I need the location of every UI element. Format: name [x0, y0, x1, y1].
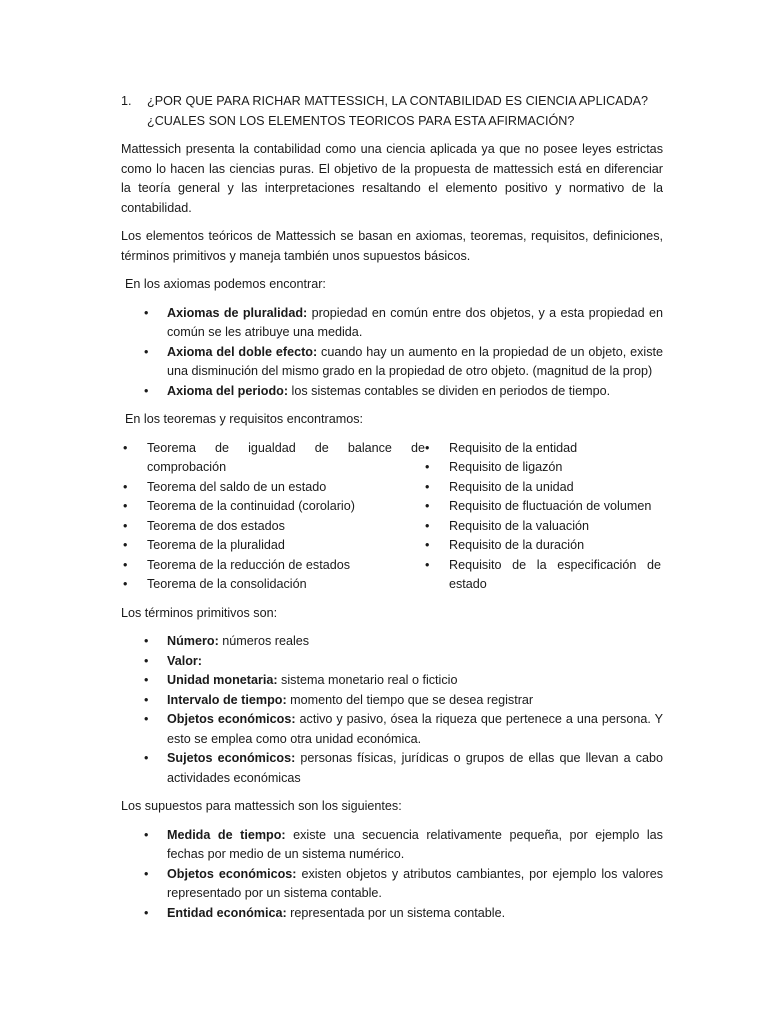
item-desc: los sistemas contables se dividen en periodos de tiempo.	[288, 383, 611, 398]
list-item: • Requisito de la duración	[449, 536, 661, 556]
terminos-intro: Los términos primitivos son:	[121, 605, 278, 620]
question-heading	[121, 92, 663, 131]
item-desc: sistema monetario real o ficticio	[277, 673, 458, 687]
list-item	[167, 904, 663, 924]
teoremas-requisitos-columns	[121, 439, 663, 595]
item-term: Axioma del doble efecto:	[167, 344, 318, 359]
item-desc: números reales	[218, 634, 310, 648]
item-desc: activo y pasivo, ósea la riqueza que pertenece a una persona. Y esto se emplea como otra unidad económica.	[167, 712, 663, 746]
axiomas-intro: En los axiomas podemos encontrar:	[125, 277, 326, 291]
list-item	[167, 304, 663, 343]
item-term: Objetos económicos:	[167, 712, 296, 726]
list-item	[167, 826, 663, 865]
item-desc: propiedad en común entre dos objetos, y a esta propiedad en común se les atribuye una medida.	[167, 305, 663, 339]
terminos-list	[121, 632, 663, 788]
item-term: Intervalo de tiempo:	[167, 692, 287, 707]
list-item	[167, 749, 663, 788]
item-term: Sujetos económicos:	[167, 751, 296, 765]
list-item: • Requisito de la especificación de estado	[449, 556, 661, 595]
list-item: • Requisito de la valuación	[449, 517, 661, 537]
question-number: 1.	[121, 94, 132, 108]
item-term: Medida de tiempo:	[167, 827, 286, 842]
list-item	[167, 691, 663, 711]
document-body	[121, 92, 663, 932]
item-desc: personas físicas, jurídicas o grupos de ellas que llevan a cabo actividades económicas	[167, 751, 664, 785]
paragraph-definition: Mattessich presenta la contabilidad como una ciencia aplicada ya que no posee leyes estrictas como lo hacen las ciencias puras. El objetivo de la propuesta de mattessich está en diferenciar la teoría general y las interpretaciones resaltando el elemento positivo y normativo de la contabilidad.	[121, 142, 663, 215]
list-item: • Requisito de la entidad	[449, 439, 661, 459]
item-desc: momento del tiempo que se desea registrar	[286, 692, 534, 707]
list-item: • Teorema de la consolidación	[147, 575, 425, 595]
list-item	[167, 382, 663, 402]
item-desc: existe una secuencia relativamente pequeña, por ejemplo las fechas por medio de un sistema numérico.	[167, 827, 663, 861]
supuestos-intro: Los supuestos para mattessich son los siguientes:	[121, 799, 402, 813]
question-text: ¿POR QUE PARA RICHAR MATTESSICH, LA CONTABILIDAD ES CIENCIA APLICADA? ¿CUALES SON LOS ELEMENTOS TEORICOS PARA ESTA AFIRMACIÓN?	[147, 94, 649, 128]
item-term: Axiomas de pluralidad:	[167, 305, 308, 320]
item-desc: cuando hay un aumento en la propiedad de un objeto, existe una disminución del mismo grado en la propiedad de otro objeto. (magnitud de la prop)	[167, 344, 663, 378]
supuestos-list	[121, 826, 663, 924]
item-term: Valor:	[167, 653, 202, 668]
item-desc: existen objetos y atributos cambiantes, por ejemplo los valores representado por un sistema contable.	[167, 866, 663, 900]
item-term: Axioma del periodo:	[167, 383, 289, 398]
teoremas-intro: En los teoremas y requisitos encontramos:	[125, 412, 363, 426]
list-item: • Teorema de la pluralidad	[147, 536, 425, 556]
axiomas-list	[121, 304, 663, 402]
list-item	[167, 710, 663, 749]
list-item	[167, 652, 663, 672]
list-item: • Teorema de la continuidad (corolario)	[147, 497, 425, 517]
list-item	[167, 343, 663, 382]
item-term: Objetos económicos:	[167, 866, 297, 881]
list-item: • Requisito de ligazón	[449, 458, 661, 478]
item-term: Unidad monetaria:	[167, 673, 278, 687]
list-item: • Teorema de igualdad de balance de comprobación	[147, 439, 425, 478]
teoremas-list	[121, 439, 425, 595]
item-desc: representada por un sistema contable.	[286, 905, 506, 920]
list-item	[167, 632, 663, 652]
list-item: • Requisito de fluctuación de volumen	[449, 497, 661, 517]
list-item: • Teorema de la reducción de estados	[147, 556, 425, 576]
list-item: • Requisito de la unidad	[449, 478, 661, 498]
list-item: • Teorema del saldo de un estado	[147, 478, 425, 498]
requisitos-list	[425, 439, 661, 595]
paragraph-elements: Los elementos teóricos de Mattessich se basan en axiomas, teoremas, requisitos, definiciones, términos primitivos y maneja también unos supuestos básicos.	[121, 229, 663, 263]
list-item: • Teorema de dos estados	[147, 517, 425, 537]
list-item	[167, 865, 663, 904]
item-term: Entidad económica:	[167, 905, 287, 920]
item-term: Número:	[167, 634, 219, 648]
list-item	[167, 671, 663, 691]
